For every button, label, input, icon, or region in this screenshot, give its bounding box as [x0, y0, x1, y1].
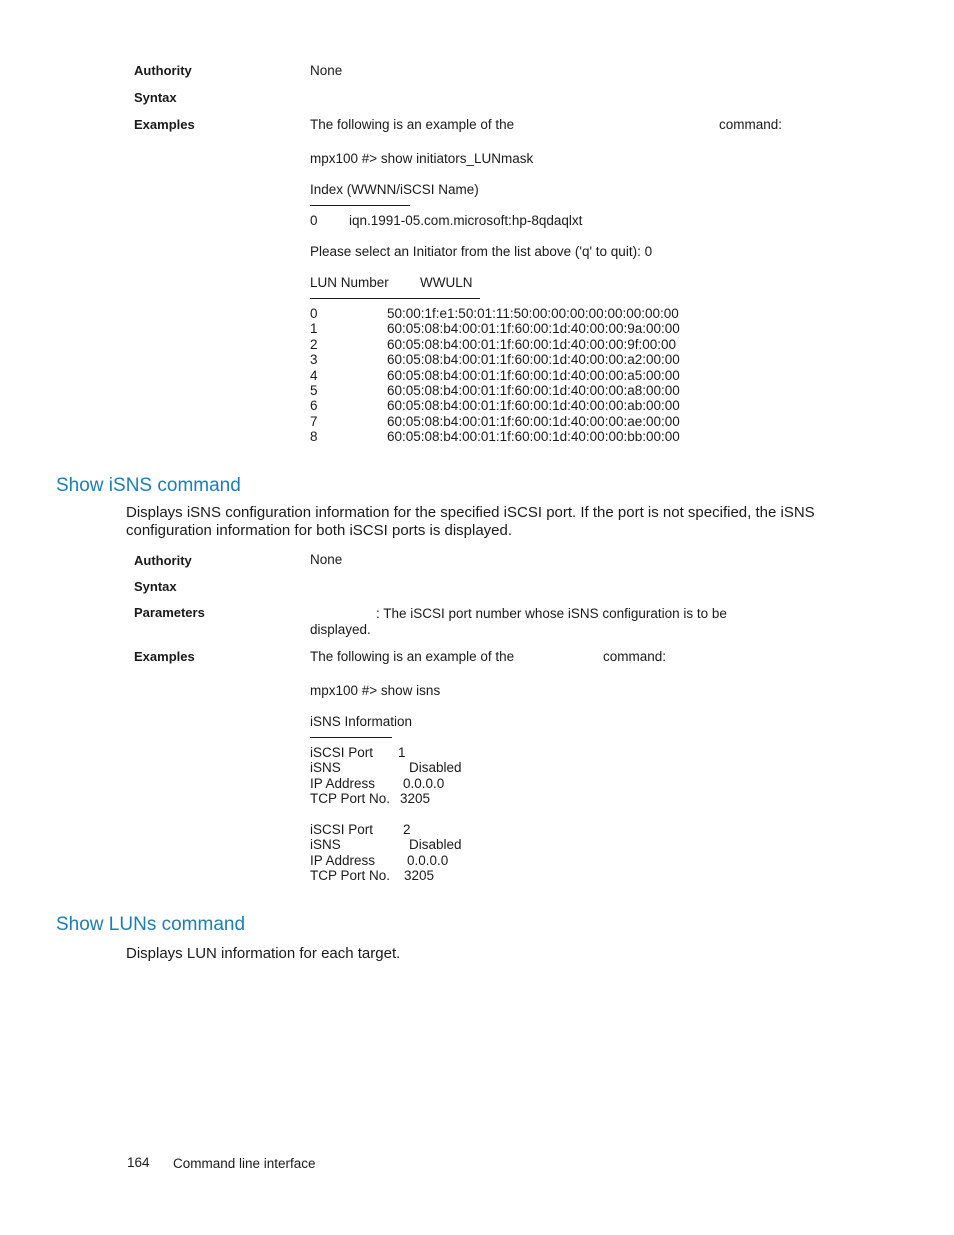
syntax-label: Syntax: [134, 579, 177, 594]
lun-wwuln: 50:00:1f:e1:50:01:11:50:00:00:00:00:00:00:00:00: [387, 306, 679, 321]
authority-label: Authority: [134, 553, 192, 568]
isns-key: iSNS: [310, 837, 341, 853]
footer-section-title: Command line interface: [173, 1156, 316, 1171]
example-intro-end: command:: [719, 117, 783, 132]
initiator-name: iqn.1991-05.com.microsoft:hp-8qdaqlxt: [349, 213, 583, 228]
lun-header-number: LUN Number: [310, 275, 389, 290]
cli-prompt: mpx100 #> show initiators_LUNmask: [310, 151, 534, 166]
lun-wwuln: 60:05:08:b4:00:01:1f:60:00:1d:40:00:00:ae:00:00: [387, 413, 680, 429]
authority-value: None: [310, 63, 343, 78]
lun-number: 7: [310, 413, 318, 429]
lun-number: 8: [310, 429, 318, 445]
lun-number: 5: [310, 383, 318, 398]
parameters-label: Parameters: [134, 605, 205, 620]
isns-value: 1: [398, 745, 406, 760]
index-header: Index (WWNN/iSCSI Name): [310, 182, 479, 197]
lun-number: 0: [310, 306, 318, 321]
isns-value: Disabled: [409, 760, 462, 776]
parameter-description: : The iSCSI port number whose iSNS configuration is to be: [376, 606, 727, 621]
authority-label: Authority: [134, 63, 192, 78]
show-isns-description: Displays iSNS configuration information for the specified iSCSI port. If the port is not specified, the iSNS configuration information for both iSCSI ports is displayed.: [126, 504, 815, 539]
section-heading-show-luns: Show LUNs command: [56, 914, 246, 935]
lun-wwuln: 60:05:08:b4:00:01:1f:60:00:1d:40:00:00:9f:00:00: [387, 336, 677, 352]
show-luns-description: Displays LUN information for each target.: [126, 945, 401, 962]
isns-key: TCP Port No.: [310, 791, 391, 807]
syntax-label: Syntax: [134, 90, 177, 105]
lun-header-wwuln: WWULN: [420, 275, 473, 290]
isns-value: Disabled: [409, 837, 462, 853]
examples-label: Examples: [134, 649, 195, 664]
lun-number: 6: [310, 398, 318, 414]
section-heading-show-isns: Show iSNS command: [56, 475, 241, 496]
isns-key: iSCSI Port: [310, 822, 374, 837]
lun-wwuln: 60:05:08:b4:00:01:1f:60:00:1d:40:00:00:ab:00:00: [387, 398, 680, 414]
header-rule: [310, 205, 410, 206]
lun-number: 4: [310, 367, 318, 383]
lun-number: 2: [310, 336, 318, 352]
authority-value: None: [310, 552, 343, 567]
isns-value: 0.0.0.0: [407, 852, 449, 868]
isns-key: iSCSI Port: [310, 745, 374, 760]
example-intro: The following is an example of the: [310, 117, 515, 132]
select-prompt: Please select an Initiator from the list above ('q' to quit): 0: [310, 244, 653, 259]
isns-key: IP Address: [310, 775, 376, 791]
isns-value: 3205: [400, 791, 431, 807]
examples-label: Examples: [134, 117, 195, 132]
isns-header-rule: [310, 737, 392, 738]
parameter-description-cont: displayed.: [310, 622, 371, 637]
lun-number: 3: [310, 352, 318, 368]
lun-number: 1: [310, 321, 318, 337]
isns-value: 0.0.0.0: [403, 775, 445, 791]
lun-wwuln: 60:05:08:b4:00:01:1f:60:00:1d:40:00:00:9a:00:00: [387, 321, 680, 337]
lun-wwuln: 60:05:08:b4:00:01:1f:60:00:1d:40:00:00:a5:00:00: [387, 367, 680, 383]
lun-wwuln: 60:05:08:b4:00:01:1f:60:00:1d:40:00:00:a2:00:00: [387, 352, 680, 368]
isns-key: IP Address: [310, 852, 376, 868]
isns-value: 3205: [404, 868, 435, 884]
example-intro: The following is an example of the: [310, 649, 515, 664]
example-intro-end: command:: [603, 649, 667, 664]
initiator-index: 0: [310, 213, 318, 228]
lun-wwuln: 60:05:08:b4:00:01:1f:60:00:1d:40:00:00:a8:00:00: [387, 383, 680, 398]
page-number: 164: [127, 1155, 150, 1170]
lun-wwuln: 60:05:08:b4:00:01:1f:60:00:1d:40:00:00:bb:00:00: [387, 429, 680, 445]
cli-prompt: mpx100 #> show isns: [310, 683, 441, 698]
isns-key: TCP Port No.: [310, 868, 391, 884]
lun-header-rule: [310, 298, 480, 299]
isns-value: 2: [403, 822, 411, 837]
isns-key: iSNS: [310, 760, 341, 776]
isns-info-header: iSNS Information: [310, 714, 413, 729]
